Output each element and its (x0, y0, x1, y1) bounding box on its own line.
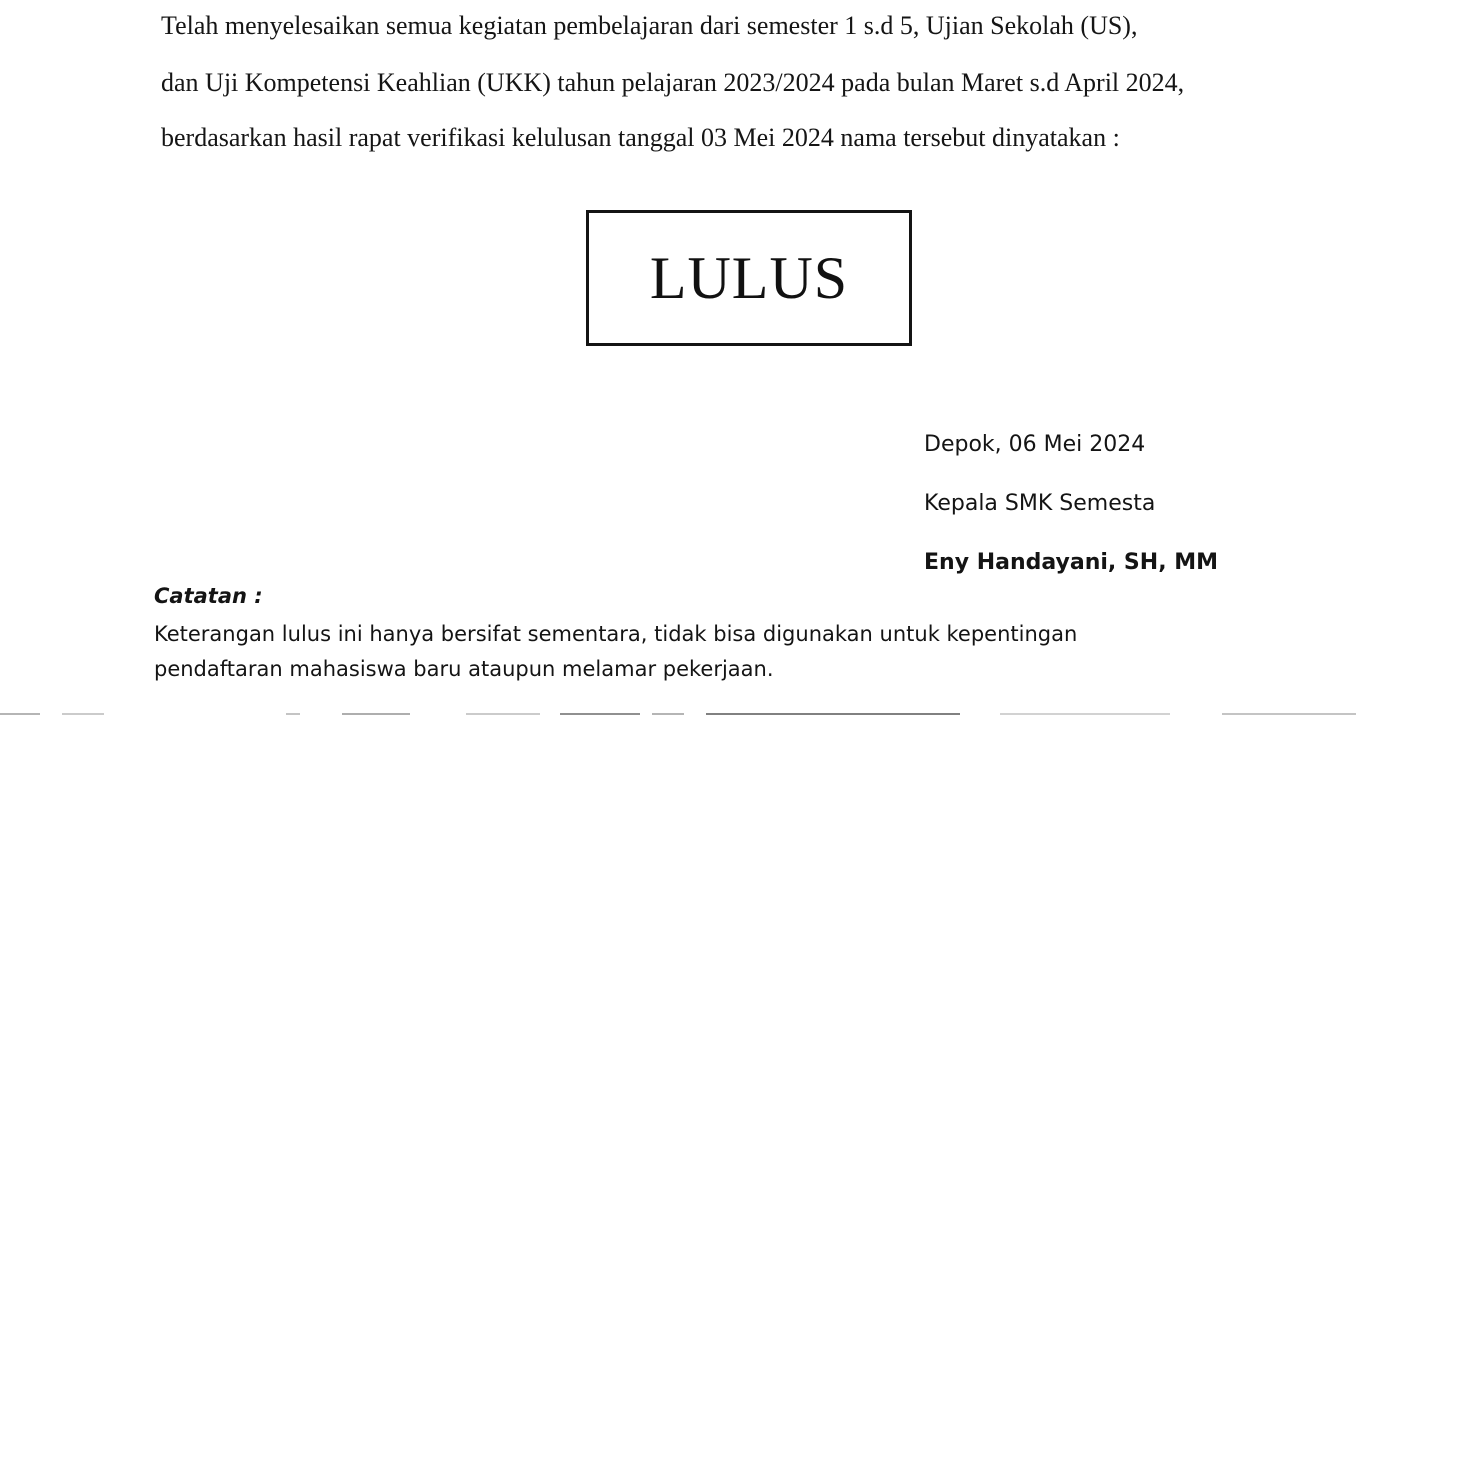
statement-line-1: Telah menyelesaikan semua kegiatan pembelajaran dari semester 1 s.d 5, Ujian Sekolah (US), (161, 11, 1138, 40)
statement-line-2: dan Uji Kompetensi Keahlian (UKK) tahun pelajaran 2023/2024 pada bulan Maret s.d April 2024, (161, 68, 1185, 97)
paper-fold-line (0, 712, 1360, 716)
signature-place-date: Depok, 06 Mei 2024 (924, 432, 1146, 457)
graduation-status-box (586, 210, 912, 346)
statement-line-3: berdasarkan hasil rapat verifikasi kelulusan tanggal 03 Mei 2024 nama tersebut dinyatakan : (161, 123, 1120, 152)
note-line-1: Keterangan lulus ini hanya bersifat sementara, tidak bisa digunakan untuk kepentingan (154, 622, 1078, 646)
note-line-2: pendaftaran mahasiswa baru ataupun melamar pekerjaan. (154, 657, 774, 681)
graduation-status: LULUS (649, 245, 849, 311)
signature-name: Eny Handayani, SH, MM (924, 550, 1218, 575)
signature-title: Kepala SMK Semesta (924, 491, 1156, 516)
note-label: Catatan : (154, 584, 263, 608)
